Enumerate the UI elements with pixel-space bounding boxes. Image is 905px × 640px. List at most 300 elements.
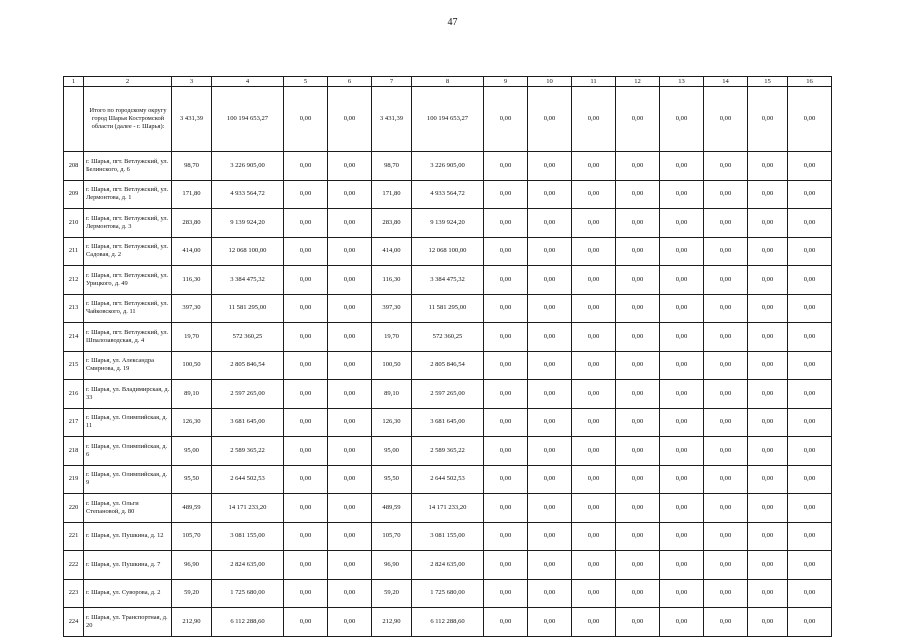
- value-cell-col-5: 0,00: [284, 266, 328, 295]
- value-cell-col-16: 0,00: [788, 266, 832, 295]
- value-cell-col-9: 0,00: [484, 494, 528, 523]
- value-cell-col-13: 0,00: [660, 551, 704, 580]
- value-cell-col-11: 0,00: [572, 180, 616, 209]
- value-cell-col-16: 0,00: [788, 180, 832, 209]
- column-number-11: 11: [572, 77, 616, 87]
- value-cell-col-6: 0,00: [328, 551, 372, 580]
- table-row: [64, 323, 832, 352]
- value-cell-col-16: 0,00: [788, 551, 832, 580]
- value-cell-col-6: 0,00: [328, 351, 372, 380]
- value-cell-col-7: 89,10: [372, 380, 412, 409]
- value-cell-col-4: 2 597 265,00: [212, 380, 284, 409]
- value-cell-col-11: 0,00: [572, 522, 616, 551]
- address-cell: г. Шарья, ул. Транспортная, д. 20: [84, 608, 172, 637]
- total-value-col-16: 0,00: [788, 87, 832, 152]
- total-value-col-9: 0,00: [484, 87, 528, 152]
- table-row: [64, 579, 832, 608]
- row-number-cell: 208: [64, 152, 84, 181]
- value-cell-col-10: 0,00: [528, 323, 572, 352]
- total-value-col-14: 0,00: [704, 87, 748, 152]
- value-cell-col-12: 0,00: [616, 437, 660, 466]
- value-cell-col-9: 0,00: [484, 579, 528, 608]
- value-cell-col-11: 0,00: [572, 237, 616, 266]
- value-cell-col-14: 0,00: [704, 465, 748, 494]
- column-number-14: 14: [704, 77, 748, 87]
- value-cell-col-5: 0,00: [284, 579, 328, 608]
- value-cell-col-3: 95,00: [172, 437, 212, 466]
- total-value-col-4: 100 194 653,27: [212, 87, 284, 152]
- value-cell-col-10: 0,00: [528, 209, 572, 238]
- value-cell-col-10: 0,00: [528, 465, 572, 494]
- value-cell-col-4: 3 226 905,00: [212, 152, 284, 181]
- column-number-6: 6: [328, 77, 372, 87]
- total-row: [64, 87, 832, 152]
- value-cell-col-9: 0,00: [484, 323, 528, 352]
- value-cell-col-16: 0,00: [788, 323, 832, 352]
- value-cell-col-12: 0,00: [616, 180, 660, 209]
- value-cell-col-10: 0,00: [528, 351, 572, 380]
- value-cell-col-6: 0,00: [328, 209, 372, 238]
- value-cell-col-11: 0,00: [572, 209, 616, 238]
- value-cell-col-15: 0,00: [748, 380, 788, 409]
- table-row: [64, 180, 832, 209]
- address-cell: г. Шарья, пгт. Ветлужский, ул. Шпалозаводская, д. 4: [84, 323, 172, 352]
- value-cell-col-5: 0,00: [284, 180, 328, 209]
- address-cell: г. Шарья, ул. Олимпийская, д. 9: [84, 465, 172, 494]
- value-cell-col-5: 0,00: [284, 465, 328, 494]
- value-cell-col-11: 0,00: [572, 323, 616, 352]
- value-cell-col-15: 0,00: [748, 465, 788, 494]
- value-cell-col-5: 0,00: [284, 323, 328, 352]
- value-cell-col-11: 0,00: [572, 294, 616, 323]
- value-cell-col-7: 98,70: [372, 152, 412, 181]
- value-cell-col-11: 0,00: [572, 152, 616, 181]
- value-cell-col-16: 0,00: [788, 465, 832, 494]
- value-cell-col-3: 489,59: [172, 494, 212, 523]
- row-number-cell: 211: [64, 237, 84, 266]
- row-number-cell: 224: [64, 608, 84, 637]
- row-number-cell: 210: [64, 209, 84, 238]
- value-cell-col-13: 0,00: [660, 294, 704, 323]
- value-cell-col-7: 19,70: [372, 323, 412, 352]
- value-cell-col-12: 0,00: [616, 351, 660, 380]
- value-cell-col-12: 0,00: [616, 209, 660, 238]
- row-number-cell: [64, 87, 84, 152]
- address-cell: г. Шарья, ул. Ольги Степановой, д. 80: [84, 494, 172, 523]
- value-cell-col-10: 0,00: [528, 152, 572, 181]
- value-cell-col-12: 0,00: [616, 522, 660, 551]
- value-cell-col-4: 2 589 365,22: [212, 437, 284, 466]
- value-cell-col-13: 0,00: [660, 209, 704, 238]
- address-cell: г. Шарья, ул. Пушкина, д. 7: [84, 551, 172, 580]
- value-cell-col-10: 0,00: [528, 380, 572, 409]
- value-cell-col-3: 19,70: [172, 323, 212, 352]
- value-cell-col-11: 0,00: [572, 351, 616, 380]
- value-cell-col-13: 0,00: [660, 266, 704, 295]
- value-cell-col-14: 0,00: [704, 551, 748, 580]
- value-cell-col-16: 0,00: [788, 408, 832, 437]
- value-cell-col-14: 0,00: [704, 180, 748, 209]
- value-cell-col-4: 3 681 645,00: [212, 408, 284, 437]
- row-number-cell: 221: [64, 522, 84, 551]
- value-cell-col-11: 0,00: [572, 408, 616, 437]
- value-cell-col-16: 0,00: [788, 351, 832, 380]
- value-cell-col-5: 0,00: [284, 380, 328, 409]
- address-cell: г. Шарья, ул. Владимирская, д. 33: [84, 380, 172, 409]
- value-cell-col-15: 0,00: [748, 408, 788, 437]
- value-cell-col-6: 0,00: [328, 465, 372, 494]
- value-cell-col-7: 126,30: [372, 408, 412, 437]
- value-cell-col-13: 0,00: [660, 380, 704, 409]
- value-cell-col-11: 0,00: [572, 266, 616, 295]
- value-cell-col-6: 0,00: [328, 408, 372, 437]
- table-row: [64, 152, 832, 181]
- table-row: [64, 437, 832, 466]
- value-cell-col-15: 0,00: [748, 579, 788, 608]
- value-cell-col-9: 0,00: [484, 408, 528, 437]
- value-cell-col-5: 0,00: [284, 551, 328, 580]
- value-cell-col-7: 59,20: [372, 579, 412, 608]
- address-cell: г. Шарья, пгт. Ветлужский, ул. Лермонтова, д. 1: [84, 180, 172, 209]
- value-cell-col-13: 0,00: [660, 608, 704, 637]
- table-row: [64, 266, 832, 295]
- total-value-col-12: 0,00: [616, 87, 660, 152]
- value-cell-col-4: 2 805 846,54: [212, 351, 284, 380]
- value-cell-col-14: 0,00: [704, 294, 748, 323]
- column-number-16: 16: [788, 77, 832, 87]
- column-number-13: 13: [660, 77, 704, 87]
- address-cell: г. Шарья, пгт. Ветлужский, ул. Лермонтова, д. 3: [84, 209, 172, 238]
- value-cell-col-7: 116,30: [372, 266, 412, 295]
- value-cell-col-9: 0,00: [484, 522, 528, 551]
- total-value-col-11: 0,00: [572, 87, 616, 152]
- value-cell-col-4: 2 824 635,00: [212, 551, 284, 580]
- value-cell-col-13: 0,00: [660, 152, 704, 181]
- value-cell-col-9: 0,00: [484, 152, 528, 181]
- value-cell-col-3: 96,90: [172, 551, 212, 580]
- value-cell-col-9: 0,00: [484, 266, 528, 295]
- value-cell-col-7: 397,30: [372, 294, 412, 323]
- value-cell-col-9: 0,00: [484, 551, 528, 580]
- value-cell-col-8: 6 112 288,60: [412, 608, 484, 637]
- value-cell-col-11: 0,00: [572, 608, 616, 637]
- address-cell: г. Шарья, ул. Суворова, д. 2: [84, 579, 172, 608]
- column-number-row: [64, 77, 832, 87]
- row-number-cell: 213: [64, 294, 84, 323]
- value-cell-col-13: 0,00: [660, 237, 704, 266]
- value-cell-col-16: 0,00: [788, 579, 832, 608]
- column-number-5: 5: [284, 77, 328, 87]
- column-number-12: 12: [616, 77, 660, 87]
- address-cell: г. Шарья, пгт. Ветлужский, ул. Белинского, д. 6: [84, 152, 172, 181]
- value-cell-col-10: 0,00: [528, 294, 572, 323]
- value-cell-col-16: 0,00: [788, 209, 832, 238]
- value-cell-col-12: 0,00: [616, 380, 660, 409]
- value-cell-col-8: 2 824 635,00: [412, 551, 484, 580]
- value-cell-col-3: 95,50: [172, 465, 212, 494]
- value-cell-col-10: 0,00: [528, 608, 572, 637]
- value-cell-col-10: 0,00: [528, 522, 572, 551]
- value-cell-col-5: 0,00: [284, 608, 328, 637]
- value-cell-col-12: 0,00: [616, 465, 660, 494]
- value-cell-col-5: 0,00: [284, 351, 328, 380]
- value-cell-col-14: 0,00: [704, 351, 748, 380]
- value-cell-col-9: 0,00: [484, 465, 528, 494]
- value-cell-col-16: 0,00: [788, 608, 832, 637]
- value-cell-col-13: 0,00: [660, 408, 704, 437]
- value-cell-col-5: 0,00: [284, 494, 328, 523]
- value-cell-col-9: 0,00: [484, 351, 528, 380]
- value-cell-col-5: 0,00: [284, 237, 328, 266]
- value-cell-col-8: 3 226 905,00: [412, 152, 484, 181]
- row-number-cell: 216: [64, 380, 84, 409]
- row-number-cell: 217: [64, 408, 84, 437]
- value-cell-col-10: 0,00: [528, 408, 572, 437]
- total-value-col-5: 0,00: [284, 87, 328, 152]
- value-cell-col-6: 0,00: [328, 237, 372, 266]
- value-cell-col-14: 0,00: [704, 608, 748, 637]
- value-cell-col-9: 0,00: [484, 180, 528, 209]
- value-cell-col-8: 2 805 846,54: [412, 351, 484, 380]
- value-cell-col-13: 0,00: [660, 465, 704, 494]
- table-row: [64, 294, 832, 323]
- value-cell-col-11: 0,00: [572, 465, 616, 494]
- value-cell-col-15: 0,00: [748, 494, 788, 523]
- value-cell-col-8: 4 933 564,72: [412, 180, 484, 209]
- value-cell-col-15: 0,00: [748, 551, 788, 580]
- value-cell-col-7: 95,00: [372, 437, 412, 466]
- value-cell-col-7: 171,80: [372, 180, 412, 209]
- value-cell-col-16: 0,00: [788, 380, 832, 409]
- total-value-col-6: 0,00: [328, 87, 372, 152]
- column-number-3: 3: [172, 77, 212, 87]
- table-row: [64, 237, 832, 266]
- value-cell-col-15: 0,00: [748, 608, 788, 637]
- table-row: [64, 494, 832, 523]
- value-cell-col-11: 0,00: [572, 551, 616, 580]
- value-cell-col-8: 3 681 645,00: [412, 408, 484, 437]
- value-cell-col-15: 0,00: [748, 351, 788, 380]
- value-cell-col-8: 12 068 100,00: [412, 237, 484, 266]
- value-cell-col-13: 0,00: [660, 579, 704, 608]
- value-cell-col-3: 100,50: [172, 351, 212, 380]
- value-cell-col-12: 0,00: [616, 294, 660, 323]
- value-cell-col-16: 0,00: [788, 437, 832, 466]
- value-cell-col-15: 0,00: [748, 294, 788, 323]
- value-cell-col-9: 0,00: [484, 237, 528, 266]
- value-cell-col-9: 0,00: [484, 608, 528, 637]
- total-value-col-13: 0,00: [660, 87, 704, 152]
- value-cell-col-7: 489,59: [372, 494, 412, 523]
- table-row: [64, 351, 832, 380]
- value-cell-col-12: 0,00: [616, 608, 660, 637]
- value-cell-col-3: 59,20: [172, 579, 212, 608]
- column-number-10: 10: [528, 77, 572, 87]
- value-cell-col-12: 0,00: [616, 266, 660, 295]
- value-cell-col-13: 0,00: [660, 522, 704, 551]
- value-cell-col-12: 0,00: [616, 551, 660, 580]
- value-cell-col-12: 0,00: [616, 237, 660, 266]
- address-cell: г. Шарья, ул. Александра Смирнова, д. 19: [84, 351, 172, 380]
- value-cell-col-3: 105,70: [172, 522, 212, 551]
- value-cell-col-10: 0,00: [528, 180, 572, 209]
- value-cell-col-4: 3 384 475,32: [212, 266, 284, 295]
- value-cell-col-16: 0,00: [788, 152, 832, 181]
- value-cell-col-16: 0,00: [788, 294, 832, 323]
- value-cell-col-12: 0,00: [616, 579, 660, 608]
- address-cell: г. Шарья, пгт. Ветлужский, ул. Садовая, д. 2: [84, 237, 172, 266]
- value-cell-col-8: 2 644 502,53: [412, 465, 484, 494]
- value-cell-col-6: 0,00: [328, 323, 372, 352]
- value-cell-col-14: 0,00: [704, 152, 748, 181]
- row-number-cell: 218: [64, 437, 84, 466]
- value-cell-col-6: 0,00: [328, 180, 372, 209]
- value-cell-col-9: 0,00: [484, 209, 528, 238]
- row-number-cell: 212: [64, 266, 84, 295]
- row-number-cell: 215: [64, 351, 84, 380]
- value-cell-col-8: 11 581 295,00: [412, 294, 484, 323]
- page-number: 47: [447, 17, 458, 28]
- value-cell-col-4: 9 139 924,20: [212, 209, 284, 238]
- value-cell-col-7: 212,90: [372, 608, 412, 637]
- value-cell-col-6: 0,00: [328, 380, 372, 409]
- value-cell-col-9: 0,00: [484, 380, 528, 409]
- value-cell-col-6: 0,00: [328, 266, 372, 295]
- value-cell-col-15: 0,00: [748, 266, 788, 295]
- value-cell-col-3: 89,10: [172, 380, 212, 409]
- total-value-col-15: 0,00: [748, 87, 788, 152]
- value-cell-col-13: 0,00: [660, 494, 704, 523]
- value-cell-col-10: 0,00: [528, 551, 572, 580]
- value-cell-col-13: 0,00: [660, 180, 704, 209]
- table-row: [64, 522, 832, 551]
- value-cell-col-10: 0,00: [528, 266, 572, 295]
- value-cell-col-3: 397,30: [172, 294, 212, 323]
- value-cell-col-3: 126,30: [172, 408, 212, 437]
- value-cell-col-16: 0,00: [788, 522, 832, 551]
- value-cell-col-5: 0,00: [284, 522, 328, 551]
- value-cell-col-4: 4 933 564,72: [212, 180, 284, 209]
- value-cell-col-6: 0,00: [328, 608, 372, 637]
- value-cell-col-12: 0,00: [616, 408, 660, 437]
- value-cell-col-12: 0,00: [616, 494, 660, 523]
- value-cell-col-5: 0,00: [284, 437, 328, 466]
- value-cell-col-4: 14 171 233,20: [212, 494, 284, 523]
- value-cell-col-7: 95,50: [372, 465, 412, 494]
- value-cell-col-14: 0,00: [704, 579, 748, 608]
- value-cell-col-8: 9 139 924,20: [412, 209, 484, 238]
- value-cell-col-7: 283,80: [372, 209, 412, 238]
- value-cell-col-14: 0,00: [704, 522, 748, 551]
- value-cell-col-6: 0,00: [328, 494, 372, 523]
- row-number-cell: 209: [64, 180, 84, 209]
- value-cell-col-14: 0,00: [704, 408, 748, 437]
- value-cell-col-5: 0,00: [284, 209, 328, 238]
- value-cell-col-11: 0,00: [572, 494, 616, 523]
- value-cell-col-10: 0,00: [528, 579, 572, 608]
- value-cell-col-6: 0,00: [328, 294, 372, 323]
- value-cell-col-14: 0,00: [704, 323, 748, 352]
- value-cell-col-3: 116,30: [172, 266, 212, 295]
- value-cell-col-9: 0,00: [484, 437, 528, 466]
- value-cell-col-3: 283,80: [172, 209, 212, 238]
- total-value-col-10: 0,00: [528, 87, 572, 152]
- value-cell-col-3: 414,00: [172, 237, 212, 266]
- column-number-9: 9: [484, 77, 528, 87]
- total-value-col-7: 3 431,39: [372, 87, 412, 152]
- value-cell-col-8: 3 081 155,00: [412, 522, 484, 551]
- column-number-2: 2: [84, 77, 172, 87]
- value-cell-col-9: 0,00: [484, 294, 528, 323]
- column-number-4: 4: [212, 77, 284, 87]
- value-cell-col-13: 0,00: [660, 323, 704, 352]
- value-cell-col-13: 0,00: [660, 351, 704, 380]
- value-cell-col-4: 2 644 502,53: [212, 465, 284, 494]
- value-cell-col-7: 414,00: [372, 237, 412, 266]
- value-cell-col-8: 2 589 365,22: [412, 437, 484, 466]
- value-cell-col-4: 3 081 155,00: [212, 522, 284, 551]
- value-cell-col-7: 96,90: [372, 551, 412, 580]
- value-cell-col-14: 0,00: [704, 266, 748, 295]
- address-cell: г. Шарья, пгт. Ветлужский, ул. Урицкого, д. 49: [84, 266, 172, 295]
- table-row: [64, 209, 832, 238]
- table-row: [64, 380, 832, 409]
- value-cell-col-8: 2 597 265,00: [412, 380, 484, 409]
- value-cell-col-15: 0,00: [748, 437, 788, 466]
- value-cell-col-14: 0,00: [704, 380, 748, 409]
- value-cell-col-13: 0,00: [660, 437, 704, 466]
- value-cell-col-10: 0,00: [528, 494, 572, 523]
- value-cell-col-14: 0,00: [704, 237, 748, 266]
- row-number-cell: 219: [64, 465, 84, 494]
- column-number-7: 7: [372, 77, 412, 87]
- address-cell: г. Шарья, ул. Пушкина, д. 12: [84, 522, 172, 551]
- value-cell-col-6: 0,00: [328, 437, 372, 466]
- row-number-cell: 214: [64, 323, 84, 352]
- table-row: [64, 408, 832, 437]
- value-cell-col-12: 0,00: [616, 152, 660, 181]
- value-cell-col-15: 0,00: [748, 180, 788, 209]
- register-table: [63, 76, 832, 637]
- column-number-8: 8: [412, 77, 484, 87]
- value-cell-col-14: 0,00: [704, 437, 748, 466]
- value-cell-col-11: 0,00: [572, 579, 616, 608]
- address-cell: г. Шарья, ул. Олимпийская, д. 11: [84, 408, 172, 437]
- column-number-1: 1: [64, 77, 84, 87]
- value-cell-col-14: 0,00: [704, 494, 748, 523]
- value-cell-col-14: 0,00: [704, 209, 748, 238]
- value-cell-col-8: 3 384 475,32: [412, 266, 484, 295]
- address-cell: г. Шарья, пгт. Ветлужский, ул. Чайковского, д. 11: [84, 294, 172, 323]
- table-row: [64, 465, 832, 494]
- row-number-cell: 223: [64, 579, 84, 608]
- value-cell-col-15: 0,00: [748, 522, 788, 551]
- total-value-col-8: 100 194 653,27: [412, 87, 484, 152]
- value-cell-col-3: 171,80: [172, 180, 212, 209]
- value-cell-col-5: 0,00: [284, 294, 328, 323]
- value-cell-col-3: 212,90: [172, 608, 212, 637]
- value-cell-col-5: 0,00: [284, 152, 328, 181]
- value-cell-col-6: 0,00: [328, 152, 372, 181]
- value-cell-col-7: 105,70: [372, 522, 412, 551]
- value-cell-col-15: 0,00: [748, 209, 788, 238]
- value-cell-col-4: 1 725 680,00: [212, 579, 284, 608]
- value-cell-col-8: 14 171 233,20: [412, 494, 484, 523]
- value-cell-col-15: 0,00: [748, 152, 788, 181]
- address-cell: г. Шарья, ул. Олимпийская, д. 6: [84, 437, 172, 466]
- value-cell-col-11: 0,00: [572, 437, 616, 466]
- value-cell-col-6: 0,00: [328, 522, 372, 551]
